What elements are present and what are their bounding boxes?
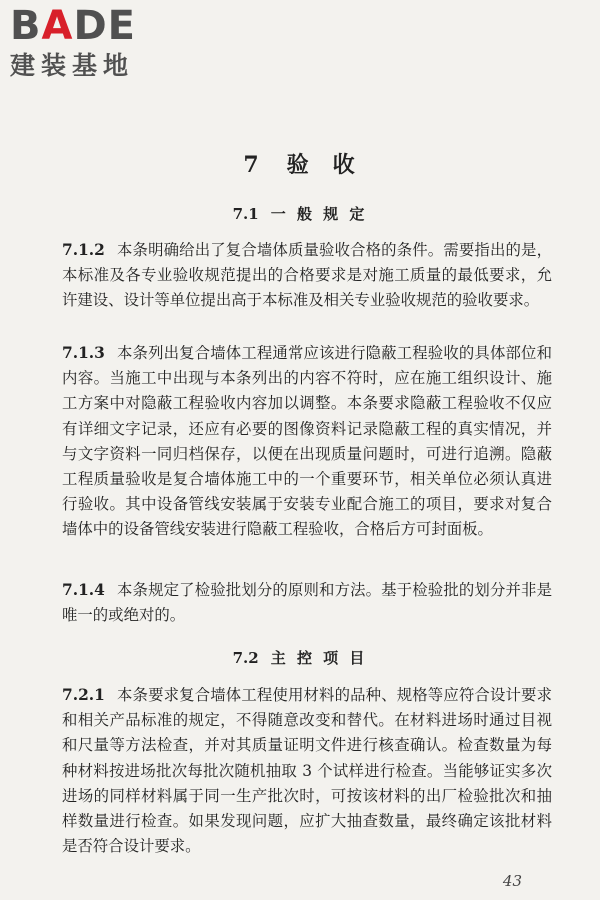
section-heading — [0, 647, 600, 668]
clause-text: 本条规定了检验批划分的原则和方法。基于检验批的划分并非是唯一的或绝对的。 — [62, 581, 552, 625]
page-number: 43 — [502, 872, 522, 890]
chapter-title — [0, 148, 600, 179]
logo-wordmark — [10, 4, 180, 48]
chapter-title-part2: 收 — [332, 152, 357, 178]
clause-text: 本条明确给出了复合墙体质量验收合格的条件。需要指出的是，本标准及各专业验收规范提出的合格要求是对施工质量的最低要求，允许建设、设计等单位提出高于本标准及相关专业验收规范的验收要求。 — [62, 241, 552, 310]
clause-text: 本条要求复合墙体工程使用材料的品种、规格等应符合设计要求和相关产品标准的规定，不得随意改变和替代。在材料进场时通过目视和尺量等方法检查，并对其质量证明文件进行核查确认。检查数量为每种材料按进场批次每批次随机抽取 3 个试样进行检查。当能够证实多次进场的同样材料属于同一生产批次时，可按该材料的出厂检验批次和抽样数量进行检查。如果发现问题，应扩大抽查数量，最终确定该批材料是否符合设计要求。 — [62, 686, 552, 856]
section-heading — [0, 203, 600, 224]
clause-number: 7.1.4 — [62, 581, 105, 599]
clause-number: 7.1.3 — [62, 344, 105, 362]
clause-paragraph — [62, 238, 552, 314]
clause-paragraph — [62, 578, 552, 628]
clause-text: 本条列出复合墙体工程通常应该进行隐蔽工程验收的具体部位和内容。当施工中出现与本条列出的内容不符时，应在施工组织设计、施工方案中对隐蔽工程验收内容加以调整。本条要求隐蔽工程验收不仅应有详细文字记录，还应有必要的图像资料记录隐蔽工程的真实情况，并与文字资料一同归档保存，以便在出现质量问题时，可进行追溯。隐蔽工程质量验收是复合墙体施工中的一个重要环节，相关单位必须认真进行验收。其中设备管线安装属于安装专业配合施工的项目，要求对复合墙体中的设备管线安装进行隐蔽工程验收，合格后方可封面板。 — [62, 344, 552, 539]
logo-letters-de: DE — [73, 3, 136, 49]
clause-number: 7.2.1 — [62, 686, 105, 704]
clause-number: 7.1.2 — [62, 241, 105, 259]
section-title-text: 一 般 规 定 — [270, 205, 368, 223]
chapter-title-part1: 验 — [286, 152, 311, 178]
bade-logo — [10, 4, 180, 82]
logo-letter-a-accent: A — [41, 3, 74, 49]
logo-subtitle: 建装基地 — [10, 51, 135, 80]
clause-paragraph — [62, 683, 552, 859]
section-title-text: 主 控 项 目 — [270, 649, 368, 667]
chapter-number: 7 — [243, 152, 261, 178]
logo-letter-b: B — [10, 3, 42, 49]
section-number: 7.1 — [232, 205, 259, 223]
section-number: 7.2 — [232, 649, 259, 667]
clause-paragraph — [62, 341, 552, 543]
